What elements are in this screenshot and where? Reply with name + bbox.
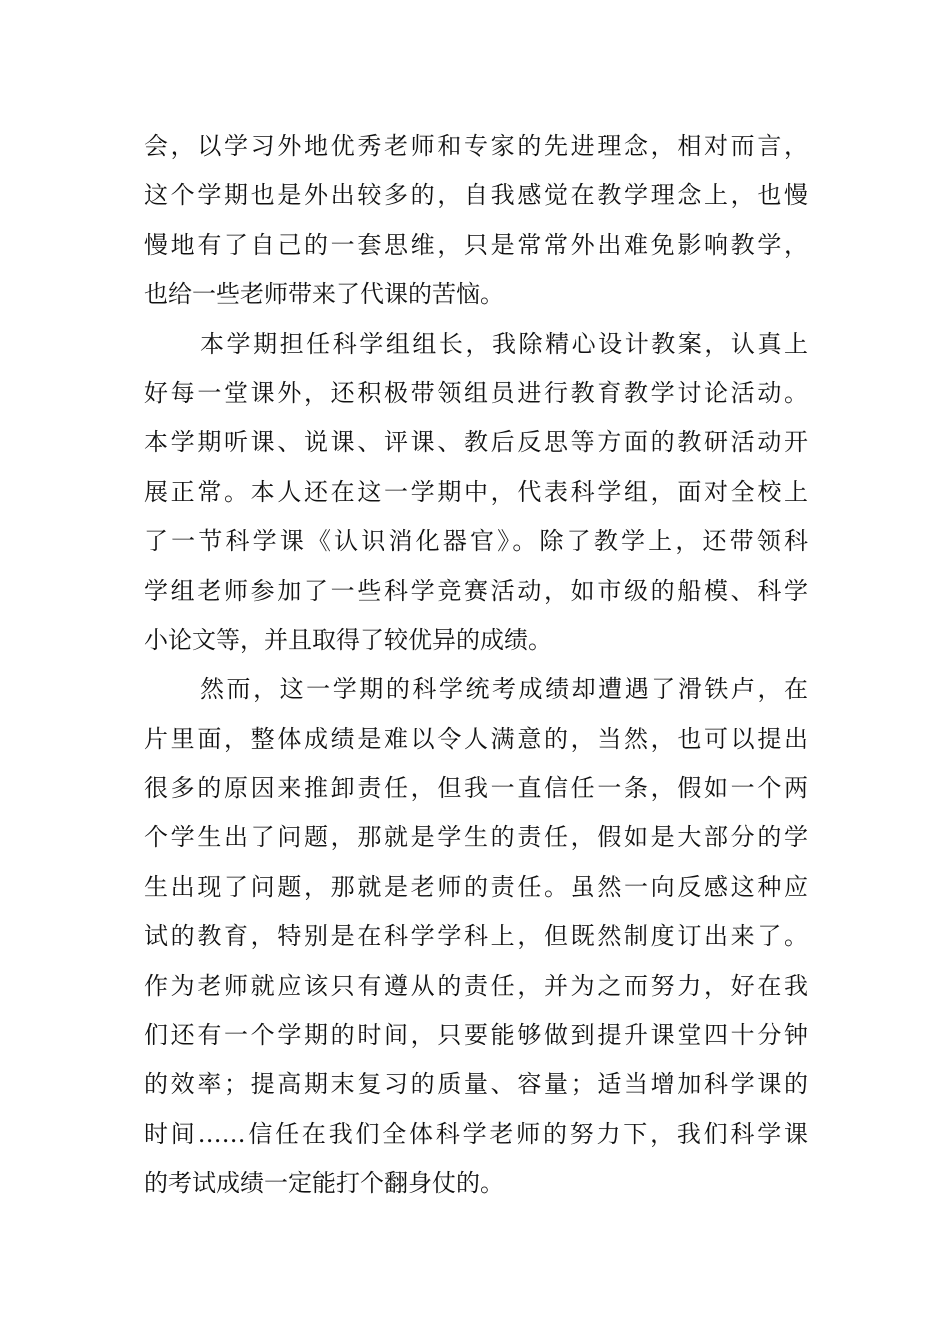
- text-line: 慢地有了自己的一套思维，只是常常外出难免影响教学，: [144, 230, 808, 259]
- text-line: 的效率；提高期末复习的质量、容量；适当增加科学课的: [144, 1070, 808, 1099]
- paragraph-first-line: 本学期担任科学组组长，我除精心设计教案，认真上: [200, 329, 808, 358]
- text-line: 了一节科学课《认识消化器官》。除了教学上，还带领科: [144, 527, 808, 556]
- text-line: 好每一堂课外，还积极带领组员进行教育教学讨论活动。: [144, 378, 808, 407]
- text-line: 学组老师参加了一些科学竞赛活动，如市级的船模、科学: [144, 576, 808, 605]
- text-line: 片里面，整体成绩是难以令人满意的，当然，也可以提出: [144, 724, 808, 753]
- paragraph-first-line: 然而，这一学期的科学统考成绩却遭遇了滑铁卢，在: [200, 675, 808, 704]
- text-line: 时间……信任在我们全体科学老师的努力下，我们科学课: [144, 1119, 808, 1148]
- text-line: 个学生出了问题，那就是学生的责任，假如是大部分的学: [144, 823, 808, 852]
- document-body: [144, 122, 808, 1209]
- text-line: 作为老师就应该只有遵从的责任，并为之而努力，好在我: [144, 971, 808, 1000]
- text-line: 们还有一个学期的时间，只要能够做到提升课堂四十分钟: [144, 1021, 808, 1050]
- text-line: 很多的原因来推卸责任，但我一直信任一条，假如一个两: [144, 774, 808, 803]
- text-line: 试的教育，特别是在科学学科上，但既然制度订出来了。: [144, 922, 808, 951]
- text-line: 展正常。本人还在这一学期中，代表科学组，面对全校上: [144, 477, 808, 506]
- text-line: 会，以学习外地优秀老师和专家的先进理念，相对而言，: [144, 132, 808, 160]
- text-line: 也给一些老师带来了代课的苦恼。: [144, 280, 504, 309]
- text-line: 这个学期也是外出较多的，自我感觉在教学理念上，也慢: [144, 181, 808, 210]
- text-line: 的考试成绩一定能打个翻身仗的。: [144, 1169, 504, 1198]
- text-line: 本学期听课、说课、评课、教后反思等方面的教研活动开: [144, 428, 808, 457]
- text-line: 小论文等，并且取得了较优异的成绩。: [144, 625, 552, 654]
- text-line: 生出现了问题，那就是老师的责任。虽然一向反感这种应: [144, 872, 808, 901]
